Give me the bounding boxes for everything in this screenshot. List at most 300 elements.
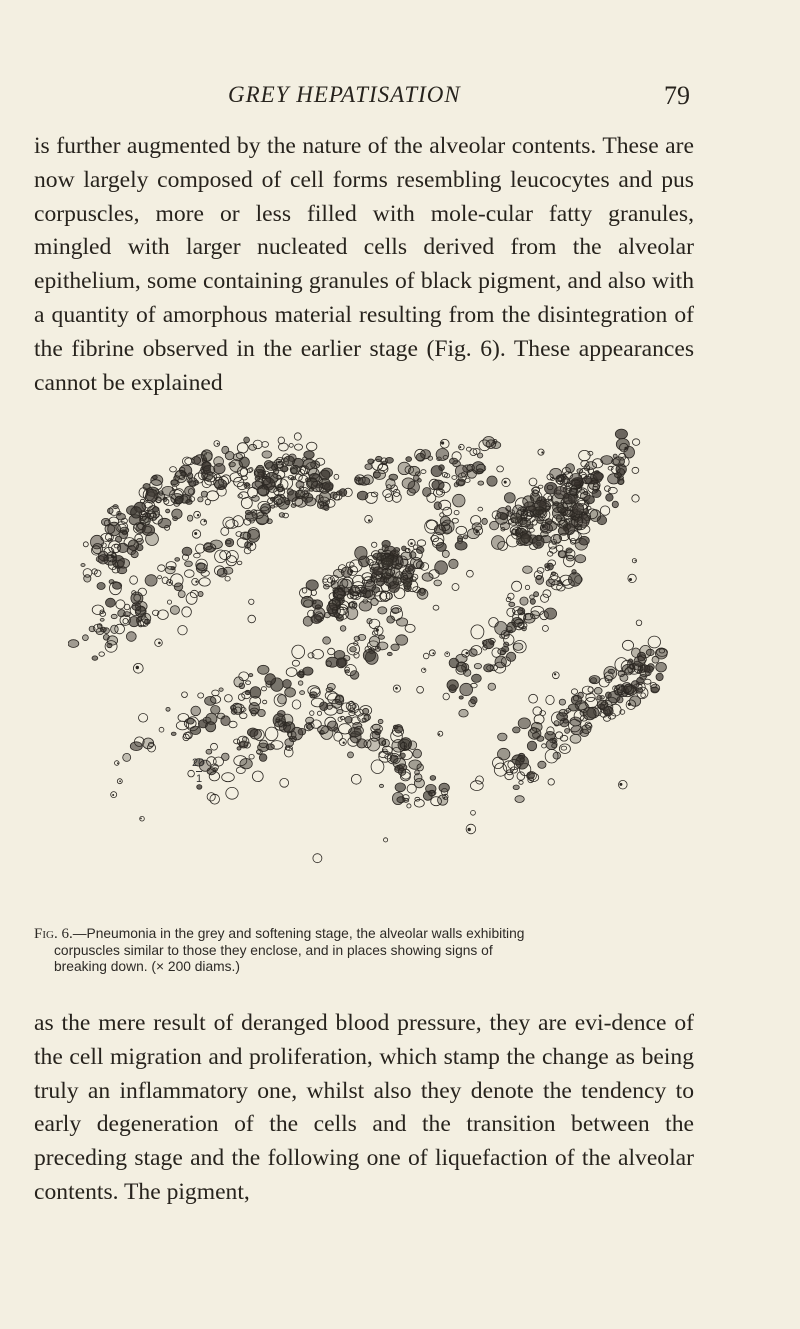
cell-nucleus xyxy=(629,578,632,581)
cell-corpuscle xyxy=(118,610,126,617)
loose-corpuscle xyxy=(467,570,474,577)
cell-corpuscle xyxy=(613,457,624,466)
loose-corpuscle xyxy=(632,495,639,502)
cell-corpuscle xyxy=(500,650,505,655)
body-paragraph-2: as the mere result of deranged blood pressure, they are evi-dence of the cell migration and proliferation, which stamp the change as being truly an inflammatory one, whilst also they denote the tendency to early degeneration of the cells and the transition between the preceding stage and the following one of liquefaction of the alveolar contents. The pigment, xyxy=(34,1010,694,1205)
cell-corpuscle xyxy=(561,746,567,750)
cell-corpuscle xyxy=(520,758,524,762)
cell-corpuscle xyxy=(460,683,473,695)
cell-corpuscle xyxy=(108,508,114,514)
cell-corpuscle xyxy=(395,783,405,792)
cell-corpuscle xyxy=(530,595,535,599)
cell-corpuscle xyxy=(379,784,383,787)
cell-corpuscle xyxy=(393,725,398,729)
cell-corpuscle xyxy=(541,531,549,537)
cell-corpuscle xyxy=(656,662,667,672)
cell-corpuscle xyxy=(470,781,483,791)
cell-corpuscle xyxy=(553,534,561,542)
cell-corpuscle xyxy=(530,611,539,619)
cell-corpuscle xyxy=(433,605,439,610)
cell-corpuscle xyxy=(651,687,659,693)
cell-corpuscle xyxy=(606,494,613,501)
cell-corpuscle xyxy=(392,740,405,753)
cell-corpuscle xyxy=(538,761,546,768)
cell-nucleus xyxy=(475,530,478,533)
cell-nucleus xyxy=(112,555,115,558)
cell-nucleus xyxy=(140,818,142,820)
cell-corpuscle xyxy=(583,476,592,484)
cell-nucleus xyxy=(441,441,444,444)
cell-corpuscle xyxy=(386,479,395,489)
cell-corpuscle xyxy=(397,797,405,803)
cell-corpuscle xyxy=(634,656,645,666)
cell-nucleus xyxy=(368,519,371,522)
cell-corpuscle xyxy=(452,518,458,523)
cell-nucleus xyxy=(424,669,426,671)
cell-corpuscle xyxy=(382,461,386,464)
cell-corpuscle xyxy=(512,581,522,591)
cell-corpuscle xyxy=(192,457,201,465)
cell-corpuscle xyxy=(170,467,177,472)
cell-corpuscle xyxy=(334,732,343,741)
cell-corpuscle xyxy=(406,457,412,462)
loose-corpuscle xyxy=(423,653,429,659)
cell-corpuscle xyxy=(537,568,544,574)
cell-corpuscle xyxy=(345,670,349,673)
loose-corpuscle xyxy=(201,519,207,525)
cell-corpuscle xyxy=(565,729,570,734)
cell-nucleus xyxy=(542,525,545,528)
cell-corpuscle xyxy=(339,489,347,497)
cell-corpuscle xyxy=(416,453,425,461)
cell-corpuscle xyxy=(602,702,606,705)
cell-corpuscle xyxy=(358,477,369,485)
cell-corpuscle xyxy=(527,772,534,779)
loose-corpuscle xyxy=(529,478,537,486)
cell-corpuscle xyxy=(644,665,650,672)
cell-corpuscle xyxy=(111,625,119,633)
loose-corpuscle xyxy=(429,650,435,656)
cell-corpuscle xyxy=(249,754,254,759)
cell-corpuscle xyxy=(617,697,623,703)
cell-corpuscle xyxy=(469,649,477,657)
cell-corpuscle xyxy=(395,766,400,770)
cell-corpuscle xyxy=(373,567,384,575)
cell-corpuscle xyxy=(449,658,459,668)
cell-corpuscle xyxy=(622,640,633,650)
cell-corpuscle xyxy=(187,515,192,521)
loose-corpuscle xyxy=(351,774,361,784)
cell-corpuscle xyxy=(513,727,521,733)
cell-corpuscle xyxy=(536,510,543,515)
cell-corpuscle xyxy=(652,656,659,663)
cell-corpuscle xyxy=(198,497,203,502)
cell-corpuscle xyxy=(550,547,557,553)
cell-corpuscle xyxy=(431,466,442,477)
cell-corpuscle xyxy=(83,542,88,547)
loose-corpuscle xyxy=(248,615,256,623)
cell-nucleus xyxy=(432,652,434,654)
cell-corpuscle xyxy=(362,718,366,721)
cell-corpuscle xyxy=(506,652,515,661)
cell-corpuscle xyxy=(543,590,551,598)
cell-corpuscle xyxy=(421,470,426,474)
cell-corpuscle xyxy=(563,719,568,723)
loose-corpuscle xyxy=(417,686,424,693)
cell-corpuscle xyxy=(544,608,556,619)
cell-nucleus xyxy=(541,451,543,453)
cell-corpuscle xyxy=(636,688,643,693)
cell-corpuscle xyxy=(300,691,305,695)
cell-corpuscle xyxy=(615,473,622,478)
cell-corpuscle xyxy=(237,747,241,750)
loose-corpuscle xyxy=(636,620,642,626)
loose-corpuscle xyxy=(452,584,459,591)
cell-corpuscle xyxy=(126,632,136,642)
cell-nucleus xyxy=(483,643,485,645)
cell-corpuscle xyxy=(527,741,536,751)
cell-corpuscle xyxy=(454,510,459,514)
cell-corpuscle xyxy=(257,749,263,754)
cell-corpuscle xyxy=(357,491,368,500)
cell-nucleus xyxy=(112,794,114,796)
cell-corpuscle xyxy=(240,532,251,539)
cell-corpuscle xyxy=(520,597,528,605)
page-header xyxy=(0,82,800,122)
cell-corpuscle xyxy=(379,635,385,639)
cell-corpuscle xyxy=(393,577,402,585)
cell-nucleus xyxy=(446,653,448,655)
cell-corpuscle xyxy=(281,466,289,472)
cell-corpuscle xyxy=(211,743,218,750)
cell-corpuscle xyxy=(612,501,618,508)
cell-corpuscle xyxy=(258,472,264,478)
cell-corpuscle xyxy=(568,704,578,711)
cell-corpuscle xyxy=(403,575,408,580)
cell-nucleus xyxy=(376,628,379,631)
cell-corpuscle xyxy=(236,767,245,774)
cell-nucleus xyxy=(619,783,622,786)
cell-corpuscle xyxy=(285,688,296,697)
cell-corpuscle xyxy=(394,548,400,553)
cell-corpuscle xyxy=(486,440,496,449)
cell-corpuscle xyxy=(123,753,131,761)
cell-corpuscle xyxy=(593,472,603,480)
cell-corpuscle xyxy=(230,460,243,472)
cell-corpuscle xyxy=(261,687,266,691)
cell-corpuscle xyxy=(542,744,547,748)
cell-corpuscle xyxy=(632,467,639,473)
cell-corpuscle xyxy=(175,558,180,562)
cell-corpuscle xyxy=(318,726,329,734)
cell-corpuscle xyxy=(477,453,482,458)
cell-corpuscle xyxy=(631,681,639,688)
cell-nucleus xyxy=(444,797,446,799)
cell-corpuscle xyxy=(515,796,524,803)
cell-corpuscle xyxy=(600,696,604,699)
cell-corpuscle xyxy=(270,497,274,501)
cell-corpuscle xyxy=(434,580,442,586)
cell-nucleus xyxy=(588,469,590,471)
cell-corpuscle xyxy=(332,699,342,708)
cell-corpuscle xyxy=(373,470,385,479)
micrograph-drawing xyxy=(68,410,668,890)
cell-corpuscle xyxy=(186,593,197,605)
cell-corpuscle xyxy=(409,760,422,769)
cell-corpuscle xyxy=(551,572,555,575)
cell-corpuscle xyxy=(632,439,639,446)
cell-corpuscle xyxy=(259,754,267,762)
cell-corpuscle xyxy=(615,429,627,439)
cell-corpuscle xyxy=(158,565,166,572)
cell-corpuscle xyxy=(292,660,299,666)
cell-corpuscle xyxy=(513,785,519,790)
cell-corpuscle xyxy=(298,681,303,685)
cell-corpuscle xyxy=(504,493,515,503)
cell-corpuscle xyxy=(283,680,292,689)
cell-corpuscle xyxy=(552,738,557,743)
cell-corpuscle xyxy=(225,576,230,581)
cell-corpuscle xyxy=(413,749,422,758)
cell-corpuscle xyxy=(84,575,91,582)
cell-corpuscle xyxy=(488,683,496,690)
cell-nucleus xyxy=(136,666,139,669)
cell-corpuscle xyxy=(594,687,602,694)
cell-nucleus xyxy=(466,652,469,655)
loose-corpuscle xyxy=(365,515,373,523)
cell-corpuscle xyxy=(354,636,360,641)
cell-corpuscle xyxy=(204,543,212,550)
cell-corpuscle xyxy=(172,509,182,519)
cell-corpuscle xyxy=(285,739,294,747)
cell-corpuscle xyxy=(129,617,139,627)
cell-corpuscle xyxy=(334,474,339,479)
loose-corpuscle xyxy=(600,506,609,515)
cell-nucleus xyxy=(117,762,119,764)
cell-corpuscle xyxy=(484,664,494,672)
cell-corpuscle xyxy=(407,784,416,793)
cell-corpuscle xyxy=(434,525,445,535)
cell-corpuscle xyxy=(118,543,129,552)
cell-corpuscle xyxy=(217,713,224,719)
cell-corpuscle xyxy=(292,645,305,658)
cell-corpuscle xyxy=(323,637,331,644)
loose-corpuscle xyxy=(641,693,646,698)
cell-corpuscle xyxy=(271,505,275,508)
cell-corpuscle xyxy=(323,579,328,582)
cell-nucleus xyxy=(404,745,406,747)
cell-corpuscle xyxy=(337,710,343,714)
cell-corpuscle xyxy=(449,458,457,464)
page-number: 79 xyxy=(664,81,690,110)
cell-corpuscle xyxy=(284,747,293,757)
cell-corpuscle xyxy=(310,711,314,716)
cell-corpuscle xyxy=(83,635,89,641)
cell-corpuscle xyxy=(520,518,531,527)
cell-corpuscle xyxy=(371,760,384,774)
cell-nucleus xyxy=(343,742,345,744)
cell-corpuscle xyxy=(304,490,308,494)
cell-corpuscle xyxy=(111,614,117,618)
cell-corpuscle xyxy=(519,781,523,785)
cell-corpuscle xyxy=(97,583,105,590)
cell-corpuscle xyxy=(330,492,337,499)
cell-corpuscle xyxy=(340,626,346,632)
cell-nucleus xyxy=(169,581,171,583)
cell-corpuscle xyxy=(529,506,536,512)
cell-corpuscle xyxy=(409,741,417,750)
cell-corpuscle xyxy=(214,464,225,474)
loose-corpuscle xyxy=(529,694,538,703)
cell-corpuscle xyxy=(375,647,380,652)
cell-corpuscle xyxy=(207,793,215,801)
cell-corpuscle xyxy=(376,456,382,461)
cell-corpuscle xyxy=(158,576,162,579)
cell-corpuscle xyxy=(352,603,357,607)
cell-corpuscle xyxy=(590,510,601,522)
cell-corpuscle xyxy=(474,663,481,668)
cell-corpuscle xyxy=(113,582,122,589)
cell-corpuscle xyxy=(345,716,352,723)
cell-corpuscle xyxy=(226,787,238,799)
cell-corpuscle xyxy=(239,672,249,681)
cell-corpuscle xyxy=(290,465,300,474)
cell-corpuscle xyxy=(244,437,250,443)
cell-corpuscle xyxy=(182,692,188,698)
cell-corpuscle xyxy=(378,607,387,614)
cell-corpuscle xyxy=(322,482,333,490)
cell-corpuscle xyxy=(391,644,399,651)
cell-corpuscle xyxy=(81,564,85,567)
cell-corpuscle xyxy=(432,480,444,490)
cell-corpuscle xyxy=(566,548,572,553)
cell-corpuscle xyxy=(130,576,138,584)
cell-corpuscle xyxy=(454,483,458,487)
cell-nucleus xyxy=(158,642,161,645)
cell-corpuscle xyxy=(476,776,484,784)
body-paragraph-1: is further augmented by the nature of the alveolar contents. These are now largely composed of cell forms resembling leucocytes and pus corpuscles, more or less filled with mole-cular fatty granules, mingled with larger nucleated cells derived from the alveolar epithelium, some containing granules of black pigment, and also with a quantity of amorphous material resulting from the disintegration of the fibrine observed in the earlier stage (Fig. 6). These appearances cannot be explained xyxy=(34,133,694,396)
loose-corpuscle xyxy=(552,672,559,679)
cell-corpuscle xyxy=(487,476,497,486)
cell-corpuscle xyxy=(213,768,218,772)
cell-corpuscle xyxy=(392,493,401,503)
cell-corpuscle xyxy=(174,476,180,481)
cell-corpuscle xyxy=(307,724,312,728)
cell-corpuscle xyxy=(170,606,179,615)
loose-corpuscle xyxy=(249,599,254,604)
cell-corpuscle xyxy=(246,681,251,685)
cell-corpuscle xyxy=(447,680,458,691)
cell-corpuscle xyxy=(221,527,229,535)
cell-corpuscle xyxy=(353,722,362,729)
cell-corpuscle xyxy=(571,689,577,695)
cell-corpuscle xyxy=(231,709,237,715)
cell-corpuscle xyxy=(395,563,402,569)
cell-corpuscle xyxy=(455,465,467,477)
cell-corpuscle xyxy=(225,451,234,459)
cell-corpuscle xyxy=(376,578,384,586)
cell-corpuscle xyxy=(584,491,588,494)
cell-corpuscle xyxy=(465,478,470,482)
cell-corpuscle xyxy=(301,596,313,607)
cell-nucleus xyxy=(217,443,219,445)
scale-label-1: 1 xyxy=(196,773,203,785)
cell-corpuscle xyxy=(237,561,242,565)
cell-corpuscle xyxy=(498,733,507,741)
cell-corpuscle xyxy=(558,527,568,536)
caption-line-3: breaking down. (× 200 diams.) xyxy=(54,959,240,974)
cell-corpuscle xyxy=(215,550,227,563)
cell-corpuscle xyxy=(417,540,425,546)
caption-line-1: —Pneumonia in the grey and softening stage, the alveolar walls exhibiting xyxy=(72,926,525,941)
loose-corpuscle xyxy=(188,770,195,777)
cell-corpuscle xyxy=(198,591,203,596)
cell-nucleus xyxy=(278,461,281,464)
cell-corpuscle xyxy=(182,607,192,617)
cell-corpuscle xyxy=(288,731,296,739)
cell-corpuscle xyxy=(379,738,386,746)
cell-corpuscle xyxy=(123,618,128,623)
cell-corpuscle xyxy=(573,503,584,515)
cell-corpuscle xyxy=(383,490,392,498)
cell-corpuscle xyxy=(279,513,284,518)
cell-corpuscle xyxy=(250,708,258,714)
cell-corpuscle xyxy=(436,449,449,461)
cell-corpuscle xyxy=(497,466,504,472)
cell-corpuscle xyxy=(264,461,273,469)
cell-corpuscle xyxy=(99,652,105,656)
cell-corpuscle xyxy=(106,598,116,607)
cell-corpuscle xyxy=(585,697,597,707)
cell-corpuscle xyxy=(194,553,201,558)
cell-corpuscle xyxy=(401,753,406,758)
cell-corpuscle xyxy=(537,736,544,741)
cell-corpuscle xyxy=(387,652,392,655)
cell-corpuscle xyxy=(131,507,142,518)
cell-corpuscle xyxy=(265,674,276,685)
cell-corpuscle xyxy=(185,570,195,578)
cell-corpuscle xyxy=(637,670,641,673)
cell-corpuscle xyxy=(142,525,155,536)
cell-corpuscle xyxy=(198,693,204,698)
cell-corpuscle xyxy=(306,478,311,482)
cell-corpuscle xyxy=(575,555,586,563)
cell-corpuscle xyxy=(552,744,557,748)
cell-corpuscle xyxy=(439,783,449,792)
cell-corpuscle xyxy=(644,679,651,684)
cell-corpuscle xyxy=(206,722,216,732)
cell-corpuscle xyxy=(372,542,377,547)
cell-nucleus xyxy=(624,447,627,450)
cell-corpuscle xyxy=(262,442,269,448)
cell-corpuscle xyxy=(471,697,478,704)
cell-corpuscle xyxy=(406,564,415,574)
cell-corpuscle xyxy=(402,478,415,489)
loose-corpuscle xyxy=(466,824,476,834)
cell-corpuscle xyxy=(292,700,301,709)
cell-corpuscle xyxy=(363,708,369,714)
cell-corpuscle xyxy=(108,539,113,542)
cell-corpuscle xyxy=(225,695,233,702)
cell-corpuscle xyxy=(429,790,435,796)
cell-corpuscle xyxy=(542,625,548,631)
cell-corpuscle xyxy=(334,728,339,733)
cell-corpuscle xyxy=(237,443,248,453)
loose-corpuscle xyxy=(628,574,636,582)
cell-corpuscle xyxy=(309,488,313,492)
cell-corpuscle xyxy=(430,776,436,781)
cell-nucleus xyxy=(204,520,206,522)
